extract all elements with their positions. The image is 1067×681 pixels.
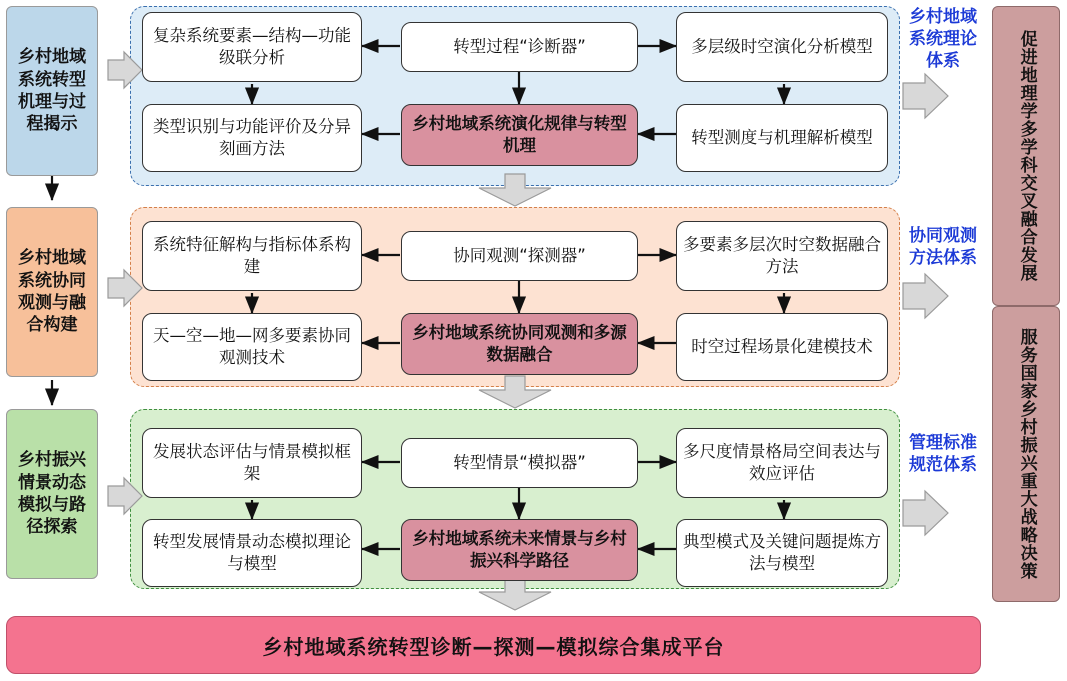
stage-3-center-top-box: 转型情景“模拟器” [401,438,638,488]
stage-3-core-box: 乡村地域系统未来情景与乡村振兴科学路径 [401,519,638,581]
outcome-bar-1: 促进地理学多学科交叉融合发展 [992,6,1060,306]
stage-1-bottom-right-box: 转型测度与机理解析模型 [676,104,888,172]
stage-2-label: 乡村地域系统协同观测与融合构建 [6,207,98,377]
stage-3-label: 乡村振兴情景动态模拟与路径探索 [6,409,98,579]
stage-1-top-right-box: 多层级时空演化分析模型 [676,12,888,82]
stage-2-side-label: 协同观测方法体系 [909,226,977,269]
integrated-platform-bar: 乡村地域系统转型诊断—探测—模拟综合集成平台 [6,616,981,674]
stage-2-top-right-box: 多要素多层次时空数据融合方法 [676,221,888,291]
stage-1-side-label: 乡村地域系统理论体系 [909,7,977,72]
stage-1-core-box: 乡村地域系统演化规律与转型机理 [401,104,638,166]
stage-3-bottom-right-box: 典型模式及关键问题提炼方法与模型 [676,519,888,587]
stage-1-top-left-box: 复杂系统要素—结构—功能级联分析 [142,12,362,82]
stage-2-core-box: 乡村地域系统协同观测和多源数据融合 [401,313,638,375]
stage-2-center-top-box: 协同观测“探测器” [401,231,638,281]
stage-2-bottom-right-box: 时空过程场景化建模技术 [676,313,888,381]
stage-1-center-top-box: 转型过程“诊断器” [401,22,638,72]
stage-1-label: 乡村地域系统转型机理与过程揭示 [6,6,98,176]
outcome-bar-2: 服务国家乡村振兴重大战略决策 [992,306,1060,602]
stage-3-bottom-left-box: 转型发展情景动态模拟理论与模型 [142,519,362,587]
stage-3-top-right-box: 多尺度情景格局空间表达与效应评估 [676,428,888,498]
stage-3-top-left-box: 发展状态评估与情景模拟框架 [142,428,362,498]
stage-2-top-left-box: 系统特征解构与指标体系构建 [142,221,362,291]
stage-1-bottom-left-box: 类型识别与功能评价及分异刻画方法 [142,104,362,172]
stage-3-side-label: 管理标准规范体系 [909,433,977,476]
stage-2-bottom-left-box: 天—空—地—网多要素协同观测技术 [142,313,362,381]
